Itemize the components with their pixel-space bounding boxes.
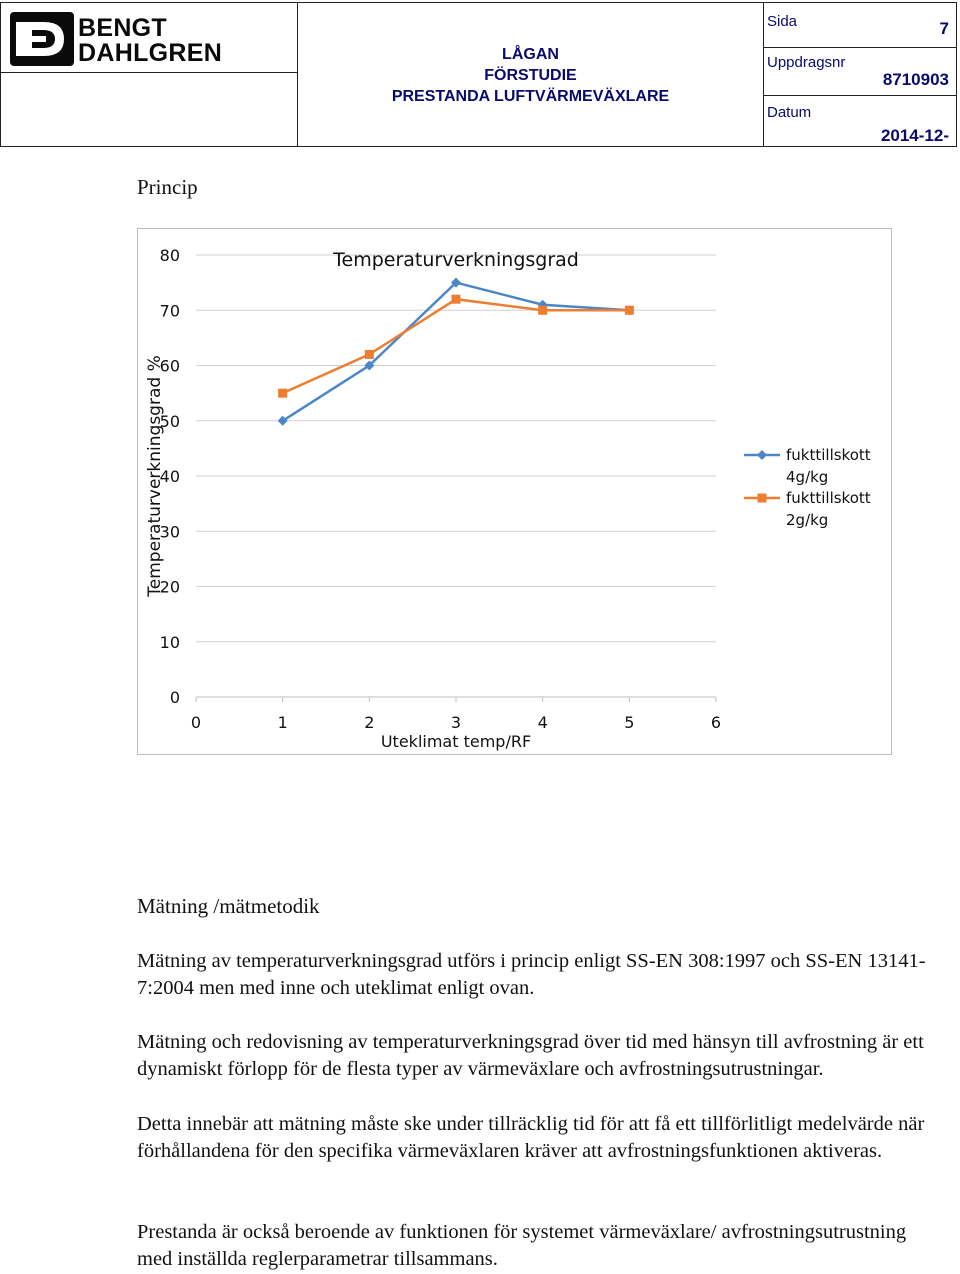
logo-text-line1: BENGT: [78, 14, 167, 42]
x-tick-label: 1: [277, 713, 288, 732]
y-tick-label: 20: [159, 577, 180, 597]
data-point-2: [278, 389, 287, 398]
y-axis-label: Temperaturverkningsgrad %: [145, 355, 165, 597]
legend-marker-1: [757, 450, 767, 460]
x-tick-label: 6: [710, 713, 722, 732]
y-tick-label: 30: [159, 522, 180, 542]
page-number-row: [764, 3, 957, 48]
data-point-2: [365, 350, 374, 359]
paragraph-1: Mätning av temperaturverkningsgrad utförs i princip enligt SS-EN 308:1997 och SS-EN 13141-7:2004 men med inne och uteklimat enligt ovan.: [137, 950, 926, 999]
data-point-2: [452, 295, 461, 304]
date-value: 2014-12-: [880, 126, 949, 145]
y-tick-label: 80: [159, 246, 180, 265]
document-title-cell: [298, 3, 764, 146]
y-tick-label: 50: [159, 411, 180, 431]
x-tick-label: 2: [364, 713, 375, 732]
data-point-2: [625, 306, 634, 315]
document-header: [0, 2, 957, 147]
title-line-3: PRESTANDA LUFTVÄRMEVÄXLARE: [391, 88, 670, 105]
legend-label-2-line2: 2g/kg: [786, 511, 829, 529]
section-heading-measurement: Mätning /mätmetodik: [137, 894, 320, 918]
assignment-value: 8710903: [882, 70, 949, 89]
section-heading-principle: Princip: [137, 175, 198, 199]
x-tick-label: 3: [450, 713, 462, 732]
x-tick-label: 0: [190, 713, 202, 732]
header-empty-cell: [1, 73, 298, 147]
data-point-2: [538, 306, 547, 315]
date-label: Datum: [767, 104, 812, 121]
date-row: [764, 96, 957, 146]
paragraph-2: Mätning och redovisning av temperaturverkningsgrad över tid med hänsyn till avfrostning är ett dynamiskt förlopp för de flesta typer av värmeväxlare och avfrostningsutrustningar.: [137, 1031, 924, 1080]
y-tick-label: 60: [159, 356, 180, 376]
chart-svg: [138, 229, 891, 754]
y-tick-label: 70: [159, 301, 180, 321]
assignment-row: [764, 48, 957, 96]
legend-label-1-line2: 4g/kg: [786, 468, 829, 486]
page-label: Sida: [767, 13, 798, 30]
legend-marker-2: [758, 494, 767, 503]
x-axis-label: Uteklimat temp/RF: [380, 732, 532, 751]
logo-text-line2: DAHLGREN: [78, 39, 223, 67]
legend-label-1: fukttillskott: [786, 446, 871, 464]
x-tick-label: 5: [624, 713, 635, 732]
y-tick-label: 40: [159, 467, 180, 486]
legend-label-2: fukttillskott: [786, 489, 871, 507]
company-logo-mark: [10, 12, 74, 66]
assignment-label: Uppdragsnr: [767, 54, 846, 71]
paragraph-3: Detta innebär att mätning måste ske under tillräcklig tid för att få ett tillförlitligt medelvärde när förhållandena för den specifika värmeväxlaren kräver att avfrostningsfunktionen aktiveras.: [137, 1113, 925, 1162]
title-line-2: FÖRSTUDIE: [484, 67, 577, 84]
y-tick-label: 0: [169, 688, 180, 707]
paragraph-4: Prestanda är också beroende av funktionen för systemet värmeväxlare/ avfrostningsutrustning med inställda reglerparametrar tillsammans.: [137, 1221, 907, 1270]
series-line-2: [283, 299, 630, 393]
page-value: 7: [939, 19, 949, 38]
logo-cell: [1, 3, 298, 73]
efficiency-chart: [137, 228, 892, 755]
x-tick-label: 4: [537, 713, 548, 732]
chart-title: Temperaturverkningsgrad: [333, 249, 579, 271]
y-tick-label: 10: [159, 632, 180, 652]
title-line-1: LÅGAN: [502, 46, 559, 63]
